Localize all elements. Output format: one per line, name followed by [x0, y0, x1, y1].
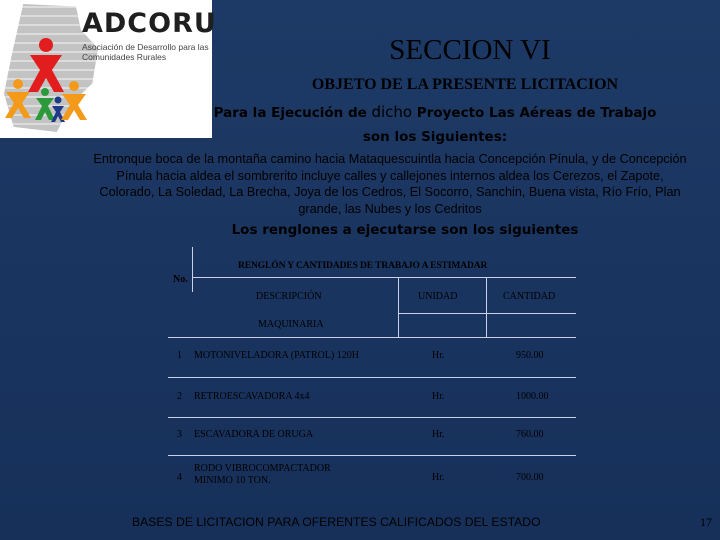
row-number: 3 [177, 429, 182, 440]
work-items-table [168, 247, 576, 513]
group-header: RENGLÓN Y CANTIDADES DE TRABAJO A ESTIMADAR [238, 261, 488, 271]
table-divider [192, 247, 193, 292]
description-header: DESCRIPCIÓN [256, 291, 322, 302]
row-description: ESCAVADORA DE ORUGA [194, 429, 314, 440]
items-title: Los renglones a ejecutarse son los siguientes [231, 222, 579, 238]
work-area-description: Entronque boca de la montaña camino hacia Mataquescuintla hacia Concepción Pínula, y de Concepción Pínula hacia aldea el sombrerito incluye calles y callejones internos aldea los Cerezos, el Zapote, Colorado, La Soledad, La Brecha, Joya de los Cedros, El Socorro, Sanchin, Buena vista, Río Frío, Plan grande, las Nubes y los Cedritos [93, 152, 687, 216]
purpose-line-1 [200, 100, 670, 125]
section-title: SECCION VI [389, 34, 551, 66]
table-divider [398, 313, 576, 314]
row-quantity: 1000.00 [516, 391, 549, 402]
row-unit: Hr. [432, 391, 445, 402]
purpose-line-1-a: Para la Ejecución de [213, 105, 372, 121]
row-unit: Hr. [432, 429, 445, 440]
row-number: 2 [177, 391, 182, 402]
no-header: No. [173, 274, 188, 285]
logo-title: ADCORU [82, 8, 217, 39]
row-unit: Hr. [432, 350, 445, 361]
object-title: OBJETO DE LA PRESENTE LICITACION [311, 76, 619, 93]
row-number: 4 [177, 472, 182, 483]
table-divider [168, 337, 576, 338]
table-divider [486, 277, 487, 337]
row-description-line-2: MINIMO 10 TON. [194, 475, 271, 486]
table-divider [168, 377, 576, 378]
row-quantity: 700.00 [516, 472, 544, 483]
page-number: 17 [700, 515, 712, 529]
footer-text: BASES DE LICITACION PARA OFERENTES CALIFICADOS DEL ESTADO [132, 515, 541, 529]
category-label: MAQUINARIA [258, 319, 324, 330]
row-number: 1 [177, 350, 182, 361]
logo-subtitle: Asociación de Desarrollo para las Comunidades Rurales [82, 42, 209, 62]
row-description: RETROESCAVADORA 4x4 [194, 391, 310, 402]
row-description [194, 463, 394, 487]
row-quantity: 950.00 [516, 350, 544, 361]
table-divider [168, 417, 576, 418]
adcoru-logo [0, 0, 217, 138]
table-divider [192, 277, 576, 278]
row-description: MOTONIVELADORA (PATROL) 120H [194, 350, 360, 361]
purpose-line-1-c: Proyecto Las Aéreas de Trabajo [412, 105, 657, 121]
purpose-line-1-b: dicho [371, 103, 413, 121]
row-unit: Hr. [432, 472, 445, 483]
table-divider [398, 277, 399, 337]
row-quantity: 760.00 [516, 429, 544, 440]
purpose-text [200, 100, 670, 149]
row-description-line-1: RODO VIBROCOMPACTADOR [194, 463, 331, 474]
quantity-header: CANTIDAD [503, 291, 556, 302]
unit-header: UNIDAD [418, 291, 458, 302]
table-divider [168, 455, 576, 456]
purpose-line-2: son los Siguientes: [362, 129, 508, 145]
